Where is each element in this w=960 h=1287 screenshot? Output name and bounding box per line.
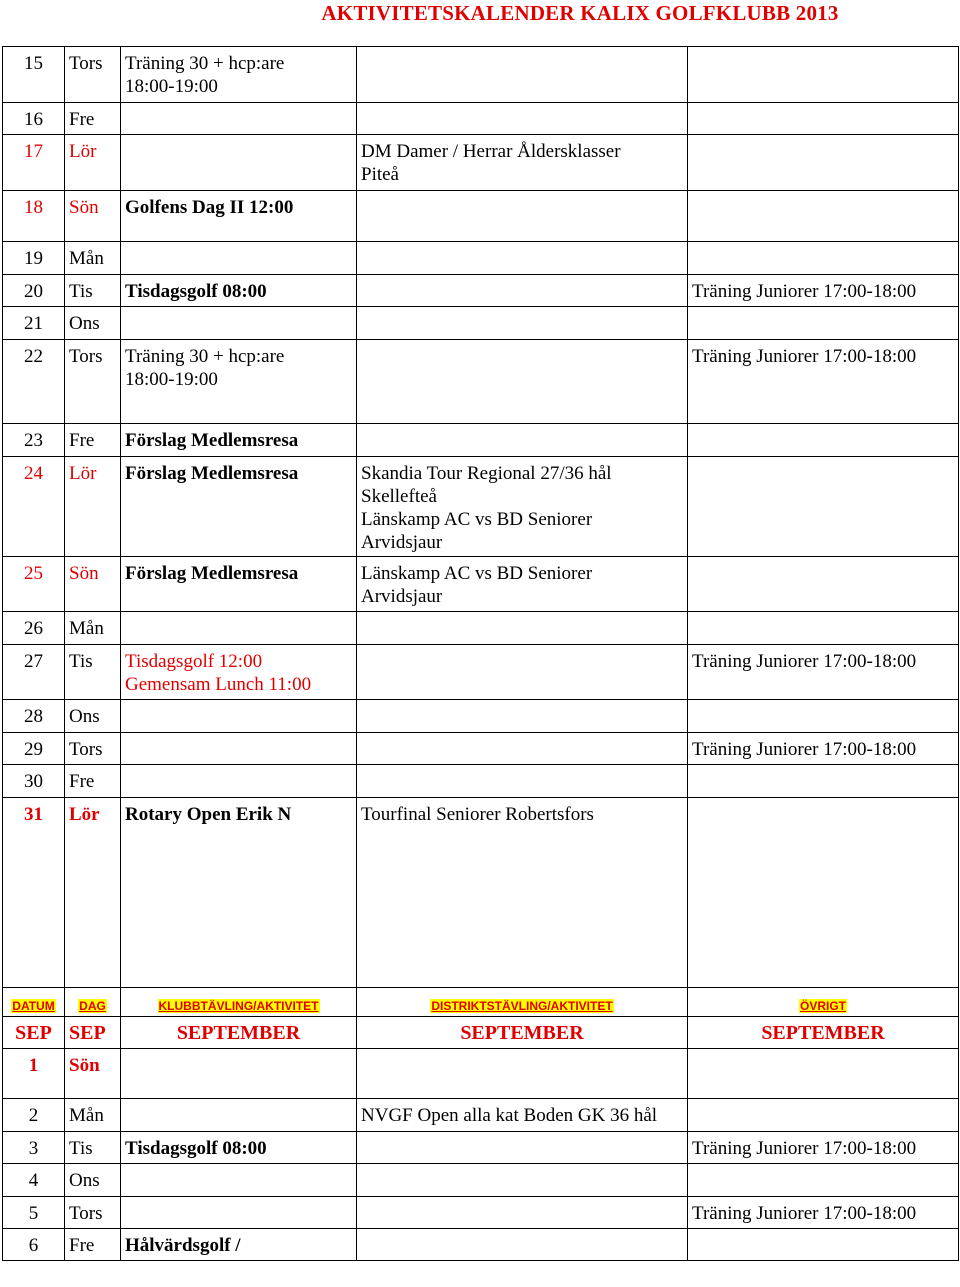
cell-line: Golfens Dag II 12:00 [125,197,294,218]
ovrigt-cell [688,765,959,798]
klubb-cell [121,1099,357,1132]
ovrigt-cell [688,307,959,340]
ovrigt-cell [688,103,959,135]
day-cell: Mån [65,1099,121,1132]
distrikt-cell [357,798,688,988]
cell-line: Länskamp AC vs BD Seniorer [361,563,593,584]
date-cell: 28 [3,700,65,733]
day-cell: Fre [65,103,121,135]
distrikt-cell [357,1164,688,1197]
klubb-cell [121,557,357,612]
ovrigt-cell [688,1099,959,1132]
table-row [3,340,959,424]
table-row [3,1164,959,1197]
table-row [3,103,959,135]
month-ovrigt: SEPTEMBER [688,1017,959,1049]
table-row [3,424,959,457]
klubb-cell [121,1164,357,1197]
distrikt-cell [357,557,688,612]
cell-line: Länskamp AC vs BD Seniorer [361,509,593,530]
ovrigt-cell [688,1164,959,1197]
page-title: AKTIVITETSKALENDER KALIX GOLFKLUBB 2013 [321,1,839,25]
day-cell: Fre [65,1229,121,1261]
cell-line: 18:00-19:00 [125,369,218,390]
klubb-cell [121,700,357,733]
cell-line: Gemensam Lunch 11:00 [125,674,312,695]
ovrigt-cell [688,612,959,645]
cell-line: Skandia Tour Regional 27/36 hål [361,463,612,484]
klubb-cell [121,103,357,135]
date-cell: 1 [3,1049,65,1099]
klubb-cell [121,47,357,103]
cell-line: Träning 30 + hcp:are [125,53,285,74]
distrikt-cell: NVGF Open alla kat Boden GK 36 hål [357,1099,688,1132]
distrikt-cell [357,424,688,457]
table-row [3,612,959,645]
day-cell: Ons [65,700,121,733]
month-distrikt: SEPTEMBER [357,1017,688,1049]
date-cell: 22 [3,340,65,424]
date-cell: 17 [3,135,65,191]
table-row [3,700,959,733]
day-cell: Tors [65,1197,121,1229]
distrikt-cell [357,1197,688,1229]
ovrigt-cell [688,340,959,424]
header-datum: DATUM [3,988,65,1017]
ovrigt-cell: Träning Juniorer 17:00-18:00 [688,1197,959,1229]
september-section [3,988,959,1049]
ovrigt-cell [688,1049,959,1099]
distrikt-cell [357,700,688,733]
cell-line: Arvidsjaur [361,586,443,607]
month-klubb: SEPTEMBER [121,1017,357,1049]
column-header-row [3,988,959,1017]
table-row [3,1132,959,1164]
cell-line: Arvidsjaur [361,532,443,553]
distrikt-cell [357,103,688,135]
klubb-cell [121,191,357,242]
table-row [3,1229,959,1261]
table-row [3,1049,959,1099]
day-cell: Sön [65,1049,121,1099]
table-row [3,307,959,340]
klubb-cell [121,645,357,700]
cell-line: Träning 30 + hcp:are [125,346,285,367]
ovrigt-cell [688,733,959,765]
header-klubb: KLUBBTÄVLING/AKTIVITET [121,988,357,1017]
cell-line: Förslag Medlemsresa [125,430,299,451]
date-cell: 24 [3,457,65,557]
day-cell: Fre [65,424,121,457]
day-cell: Tis [65,1132,121,1164]
cell-line: Förslag Medlemsresa [125,463,299,484]
header-distrikt: DISTRIKTSTÄVLING/AKTIVITET [357,988,688,1017]
date-cell: 19 [3,242,65,275]
table-row [3,645,959,700]
day-cell: Fre [65,765,121,798]
klubb-cell [121,1049,357,1099]
table-row [3,1197,959,1229]
cell-line: Piteå [361,164,399,185]
day-cell: Mån [65,242,121,275]
distrikt-cell [357,733,688,765]
cell-line: Träning Juniorer 17:00-18:00 [692,651,917,672]
month-date: SEP [3,1017,65,1049]
distrikt-cell [357,307,688,340]
ovrigt-cell [688,645,959,700]
cell-line: Tourfinal Seniorer Robertsfors [361,804,594,825]
table-row [3,765,959,798]
table-row [3,557,959,612]
distrikt-cell [357,1132,688,1164]
distrikt-cell [357,1229,688,1261]
ovrigt-cell [688,47,959,103]
cell-line: Tisdagsgolf 12:00 [125,651,263,672]
ovrigt-cell [688,275,959,307]
cell-line: Tisdagsgolf 08:00 [125,281,267,302]
klubb-cell [121,457,357,557]
date-cell: 27 [3,645,65,700]
table-row [3,457,959,557]
distrikt-cell [357,275,688,307]
distrikt-cell [357,340,688,424]
cell-line: Träning Juniorer 17:00-18:00 [692,739,917,760]
klubb-cell [121,1197,357,1229]
table-row [3,733,959,765]
distrikt-cell [357,765,688,798]
cell-line: Träning Juniorer 17:00-18:00 [692,346,917,367]
september-rows [3,1049,959,1261]
distrikt-cell [357,47,688,103]
klubb-cell [121,612,357,645]
date-cell: 21 [3,307,65,340]
day-cell: Sön [65,557,121,612]
klubb-cell [121,275,357,307]
table-row [3,798,959,988]
date-cell: 2 [3,1099,65,1132]
klubb-cell [121,242,357,275]
table-row [3,47,959,103]
date-cell: 31 [3,798,65,988]
cell-line: Rotary Open Erik N [125,804,292,825]
day-cell: Mån [65,612,121,645]
cell-line: Förslag Medlemsresa [125,563,299,584]
day-cell: Tors [65,47,121,103]
day-cell: Lör [65,798,121,988]
header-dag: DAG [65,988,121,1017]
distrikt-cell [357,457,688,557]
table-row [3,135,959,191]
ovrigt-cell [688,242,959,275]
distrikt-cell [357,612,688,645]
table-row [3,191,959,242]
klubb-cell [121,135,357,191]
klubb-cell: Hålvärdsgolf / [121,1229,357,1261]
klubb-cell [121,798,357,988]
klubb-cell [121,307,357,340]
klubb-cell: Tisdagsgolf 08:00 [121,1132,357,1164]
day-cell: Sön [65,191,121,242]
date-cell: 16 [3,103,65,135]
ovrigt-cell: Träning Juniorer 17:00-18:00 [688,1132,959,1164]
cell-line: DM Damer / Herrar Åldersklasser [361,141,621,162]
ovrigt-cell [688,1229,959,1261]
day-cell: Ons [65,307,121,340]
month-day: SEP [65,1017,121,1049]
date-cell: 20 [3,275,65,307]
date-cell: 5 [3,1197,65,1229]
ovrigt-cell [688,457,959,557]
day-cell: Tis [65,275,121,307]
date-cell: 26 [3,612,65,645]
distrikt-cell [357,1049,688,1099]
date-cell: 29 [3,733,65,765]
date-cell: 23 [3,424,65,457]
ovrigt-cell [688,700,959,733]
distrikt-cell [357,242,688,275]
klubb-cell [121,733,357,765]
day-cell: Tis [65,645,121,700]
klubb-cell [121,340,357,424]
distrikt-cell [357,191,688,242]
date-cell: 30 [3,765,65,798]
table-row [3,275,959,307]
date-cell: 6 [3,1229,65,1261]
date-cell: 25 [3,557,65,612]
cell-line: Skellefteå [361,486,437,507]
header-ovrigt: ÖVRIGT [688,988,959,1017]
table-row [3,1099,959,1132]
klubb-cell [121,765,357,798]
month-row [3,1017,959,1049]
ovrigt-cell [688,798,959,988]
klubb-cell [121,424,357,457]
ovrigt-cell [688,557,959,612]
table-row [3,242,959,275]
ovrigt-cell [688,191,959,242]
ovrigt-cell [688,424,959,457]
date-cell: 18 [3,191,65,242]
day-cell: Ons [65,1164,121,1197]
date-cell: 4 [3,1164,65,1197]
date-cell: 15 [3,47,65,103]
day-cell: Tors [65,733,121,765]
date-cell: 3 [3,1132,65,1164]
cell-line: Träning Juniorer 17:00-18:00 [692,281,917,302]
day-cell: Tors [65,340,121,424]
activity-calendar-table [2,46,959,1261]
distrikt-cell [357,135,688,191]
cell-line: 18:00-19:00 [125,76,218,97]
day-cell: Lör [65,457,121,557]
august-rows [3,47,959,988]
ovrigt-cell [688,135,959,191]
day-cell: Lör [65,135,121,191]
distrikt-cell [357,645,688,700]
